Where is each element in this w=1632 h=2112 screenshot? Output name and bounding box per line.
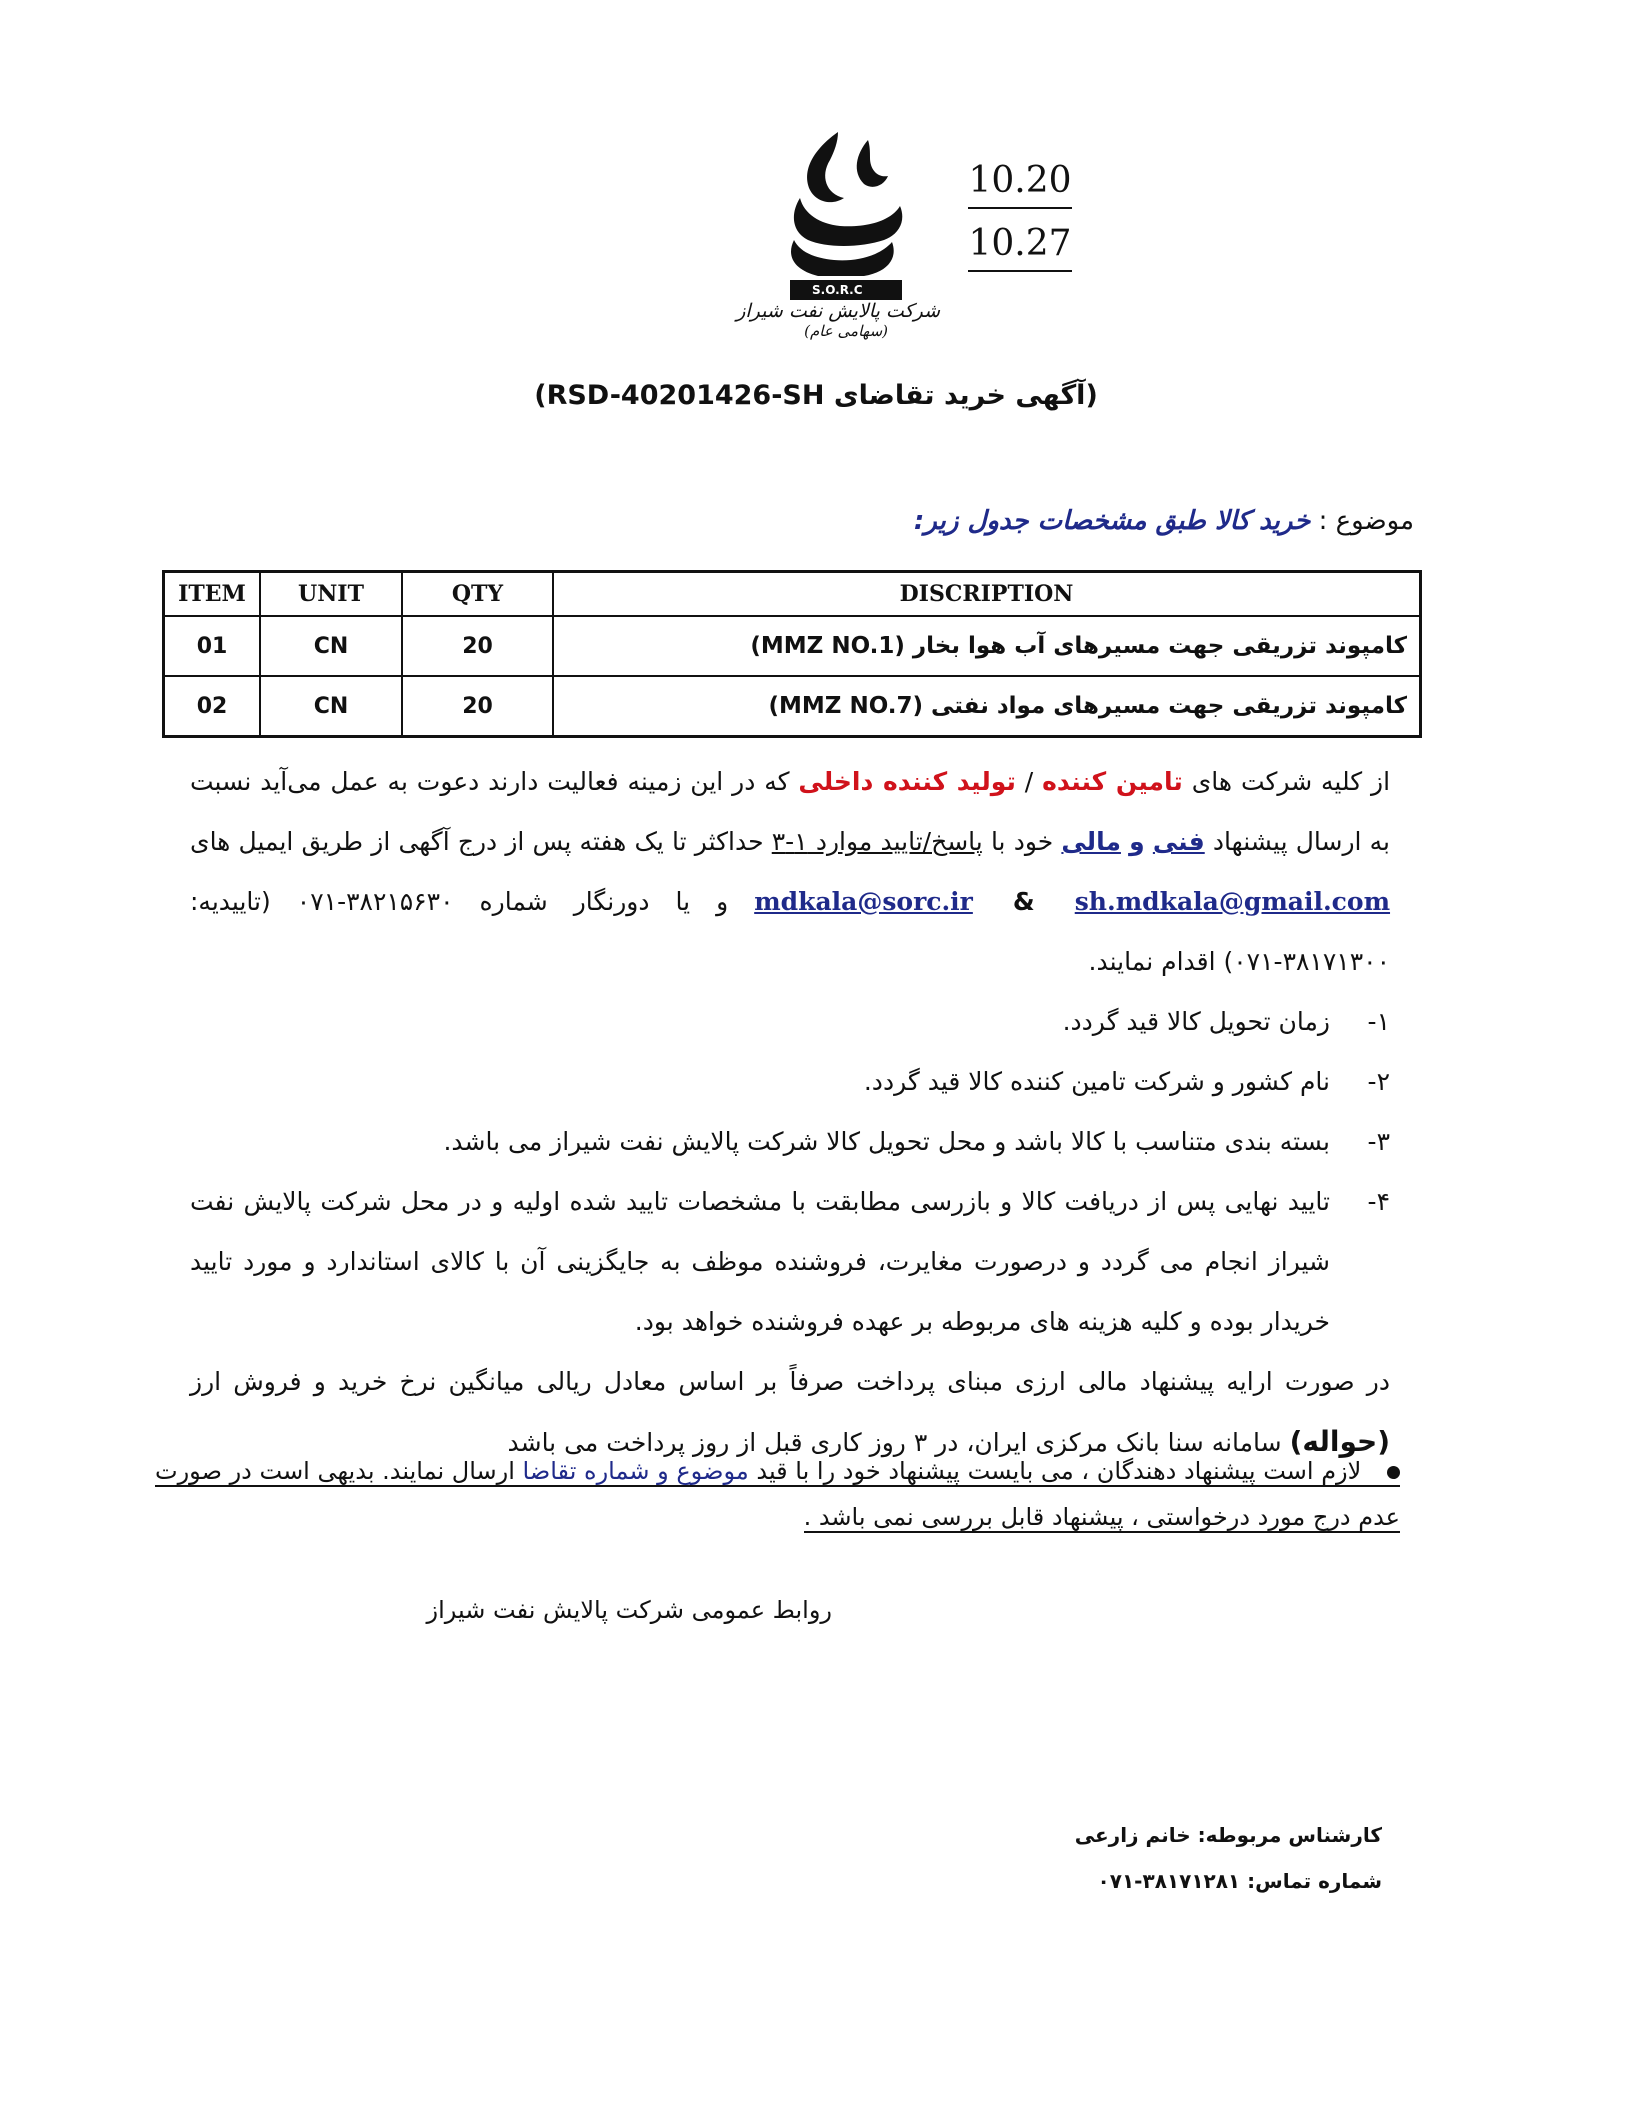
- header-qty: QTY: [402, 572, 553, 617]
- invitation-text: خود با: [990, 827, 1054, 856]
- contact-phone: شماره تماس: ۳۸۱۷۱۲۸۱-۰۷۱: [1097, 1869, 1382, 1893]
- logo-company-type: (سهامی عام): [804, 322, 888, 340]
- contact-expert: کارشناس مربوطه: خانم زارعی: [1074, 1823, 1382, 1847]
- note-subject-highlight: موضوع: [676, 1457, 749, 1485]
- list-text: زمان تحویل کالا قید گردد.: [1062, 1007, 1330, 1036]
- table-row: [164, 616, 1421, 676]
- items-table: [162, 570, 1422, 738]
- header-description: DISCRIPTION: [553, 572, 1421, 617]
- subject-line: [914, 506, 1414, 536]
- list-item: [190, 1052, 1390, 1112]
- hawaleh-highlight: (حواله): [1289, 1425, 1390, 1458]
- email-link-gmail[interactable]: sh.mdkala@gmail.com: [1074, 887, 1391, 916]
- invitation-text: حداکثر تا یک هفته پس از درج آگهی از طریق ایمیل های: [190, 827, 764, 856]
- note-text: ارسال نمایند. بدیهی است در صورت عدم درج مورد درخواستی ، پیشنهاد قابل بررسی نمی باشد .: [155, 1457, 1400, 1531]
- header-item: ITEM: [164, 572, 261, 617]
- invitation-text: و یا دورنگار شماره ۳۸۲۱۵۶۳۰-۰۷۱ (تاییدیه: ۳۸۱۷۱۳۰۰-۰۷۱) اقدام نمایند.: [190, 887, 1390, 976]
- list-number: ۳-: [1367, 1127, 1390, 1156]
- bullet-note: [155, 1448, 1400, 1540]
- separator: /: [1024, 767, 1034, 796]
- logo-company-name: شرکت پالایش نفت شیراز: [736, 300, 940, 322]
- bullet-icon: [1387, 1466, 1400, 1479]
- notice-body: [190, 752, 1390, 1473]
- list-text: تایید نهایی پس از دریافت کالا و بازرسی مطابقت با مشخصات تایید شده اولیه و در محل شرکت پالایش نفت شیراز انجام می گردد و درصورت مغایرت، فروشنده موظف به جایگزینی آن با کالای استاندارد و مورد تایید خریدار بوده و کلیه هزینه های مربوطه بر عهده فروشنده خواهد بود.: [190, 1187, 1330, 1336]
- confirm-items-text: پاسخ/تایید موارد ۱-۳: [771, 827, 983, 856]
- contact-info: [1075, 1812, 1382, 1904]
- notice-title: (آگهی خرید تقاضای RSD-40201426-SH): [534, 380, 1098, 411]
- reference-number: 10.20: [968, 158, 1072, 209]
- table-row: [164, 676, 1421, 737]
- list-item: [190, 992, 1390, 1052]
- note-request-number-highlight: شماره تقاضا: [522, 1457, 650, 1485]
- reference-numbers: [968, 158, 1072, 272]
- conjunction: و: [1129, 827, 1145, 856]
- company-logo: [736, 128, 940, 340]
- conditions-list: [190, 992, 1390, 1352]
- technical-highlight: فنی: [1152, 827, 1205, 856]
- cell-description: کامپوند تزریقی جهت مسیرهای مواد نفتی (MMZ NO.7): [553, 676, 1421, 737]
- table-header-row: [164, 572, 1421, 617]
- invitation-paragraph: [190, 752, 1390, 992]
- cell-description: کامپوند تزریقی جهت مسیرهای آب هوا بخار (MMZ NO.1): [553, 616, 1421, 676]
- header-unit: UNIT: [260, 572, 402, 617]
- cell-unit: CN: [260, 676, 402, 737]
- invitation-text: که در این زمینه فعالیت دارند دعوت به عمل می‌آید نسبت به ارسال پیشنهاد: [190, 767, 1391, 856]
- list-text: نام کشور و شرکت تامین کننده کالا قید گردد.: [863, 1067, 1330, 1096]
- subject-text: خرید کالا طبق مشخصات جدول زیر:: [913, 506, 1311, 536]
- list-item: [190, 1172, 1390, 1352]
- list-number: ۴-: [1367, 1187, 1390, 1216]
- list-text: بسته بندی متناسب با کالا باشد و محل تحویل کالا شرکت پالایش نفت شیراز می باشد.: [443, 1127, 1330, 1156]
- financial-highlight: مالی: [1061, 827, 1121, 856]
- subject-label: موضوع :: [1318, 506, 1414, 536]
- logo-abbreviation: S.O.R.C: [812, 283, 863, 297]
- list-number: ۲-: [1367, 1067, 1390, 1096]
- list-item: [190, 1112, 1390, 1172]
- payment-text: سامانه سنا بانک مرکزی ایران، در ۳ روز کاری قبل از روز پرداخت می باشد: [507, 1428, 1282, 1457]
- supplier-highlight: تامین کننده: [1042, 767, 1183, 796]
- cell-qty: 20: [402, 676, 553, 737]
- signature-public-relations: روابط عمومی شرکت پالایش نفت شیراز: [426, 1596, 832, 1624]
- list-number: ۱-: [1367, 1007, 1390, 1036]
- payment-text: در صورت ارایه پیشنهاد مالی ارزی مبنای پرداخت صرفاً بر اساس معادل ریالی میانگین نرخ خرید و فروش ارز: [190, 1367, 1390, 1396]
- conjunction: و: [657, 1457, 669, 1485]
- invitation-text: از کلیه شرکت های: [1191, 767, 1391, 796]
- reference-number: 10.27: [968, 221, 1072, 272]
- cell-item: 01: [164, 616, 261, 676]
- cell-unit: CN: [260, 616, 402, 676]
- manufacturer-highlight: تولید کننده داخلی: [798, 767, 1016, 796]
- email-link-sorc[interactable]: mdkala@sorc.ir: [754, 887, 973, 916]
- cell-item: 02: [164, 676, 261, 737]
- cell-qty: 20: [402, 616, 553, 676]
- note-text: لازم است پیشنهاد دهندگان ، می بایست پیشنهاد خود را با قید: [756, 1457, 1362, 1485]
- note-line: [155, 1457, 1400, 1533]
- separator: &: [1012, 887, 1035, 916]
